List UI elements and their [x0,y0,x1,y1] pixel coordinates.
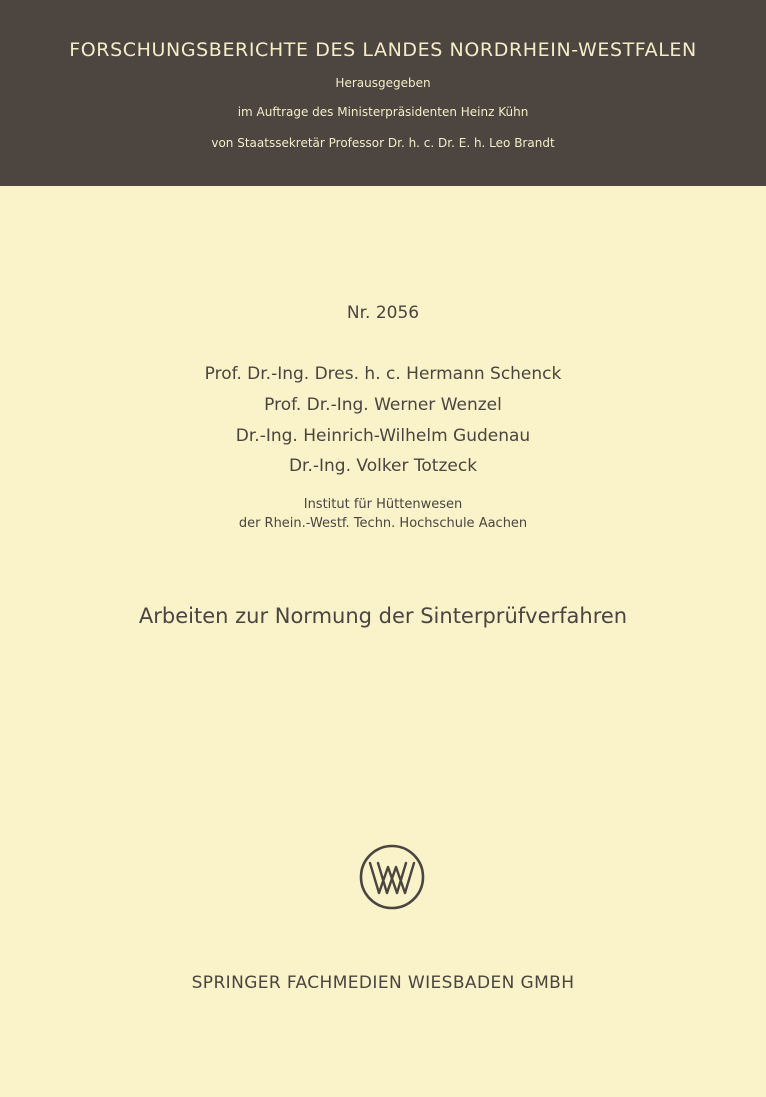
editor-line-1: Herausgegeben [335,76,431,90]
publisher-name: SPRINGER FACHMEDIEN WIESBADEN GMBH [191,973,575,993]
author-2: Prof. Dr.-Ing. Werner Wenzel [264,395,502,415]
institute-line-2: der Rhein.-Westf. Techn. Hochschule Aachen [238,516,528,531]
institute-line-1: Institut für Hüttenwesen [303,497,463,512]
series-title: FORSCHUNGSBERICHTE DES LANDES NORDRHEIN-WESTFALEN [69,39,697,61]
report-number: Nr. 2056 [346,303,420,323]
author-1: Prof. Dr.-Ing. Dres. h. c. Hermann Schenck [204,364,562,384]
book-title: Arbeiten zur Normung der Sinterprüfverfahren [138,604,628,628]
series-header-band [0,0,766,186]
editor-line-3: von Staatssekretär Professor Dr. h. c. Dr. E. h. Leo Brandt [211,136,555,150]
publisher-logo-icon [358,843,426,911]
editor-line-2: im Auftrage des Ministerpräsidenten Heinz Kühn [237,105,529,119]
author-3: Dr.-Ing. Heinrich-Wilhelm Gudenau [235,426,531,446]
author-4: Dr.-Ing. Volker Totzeck [288,456,478,476]
